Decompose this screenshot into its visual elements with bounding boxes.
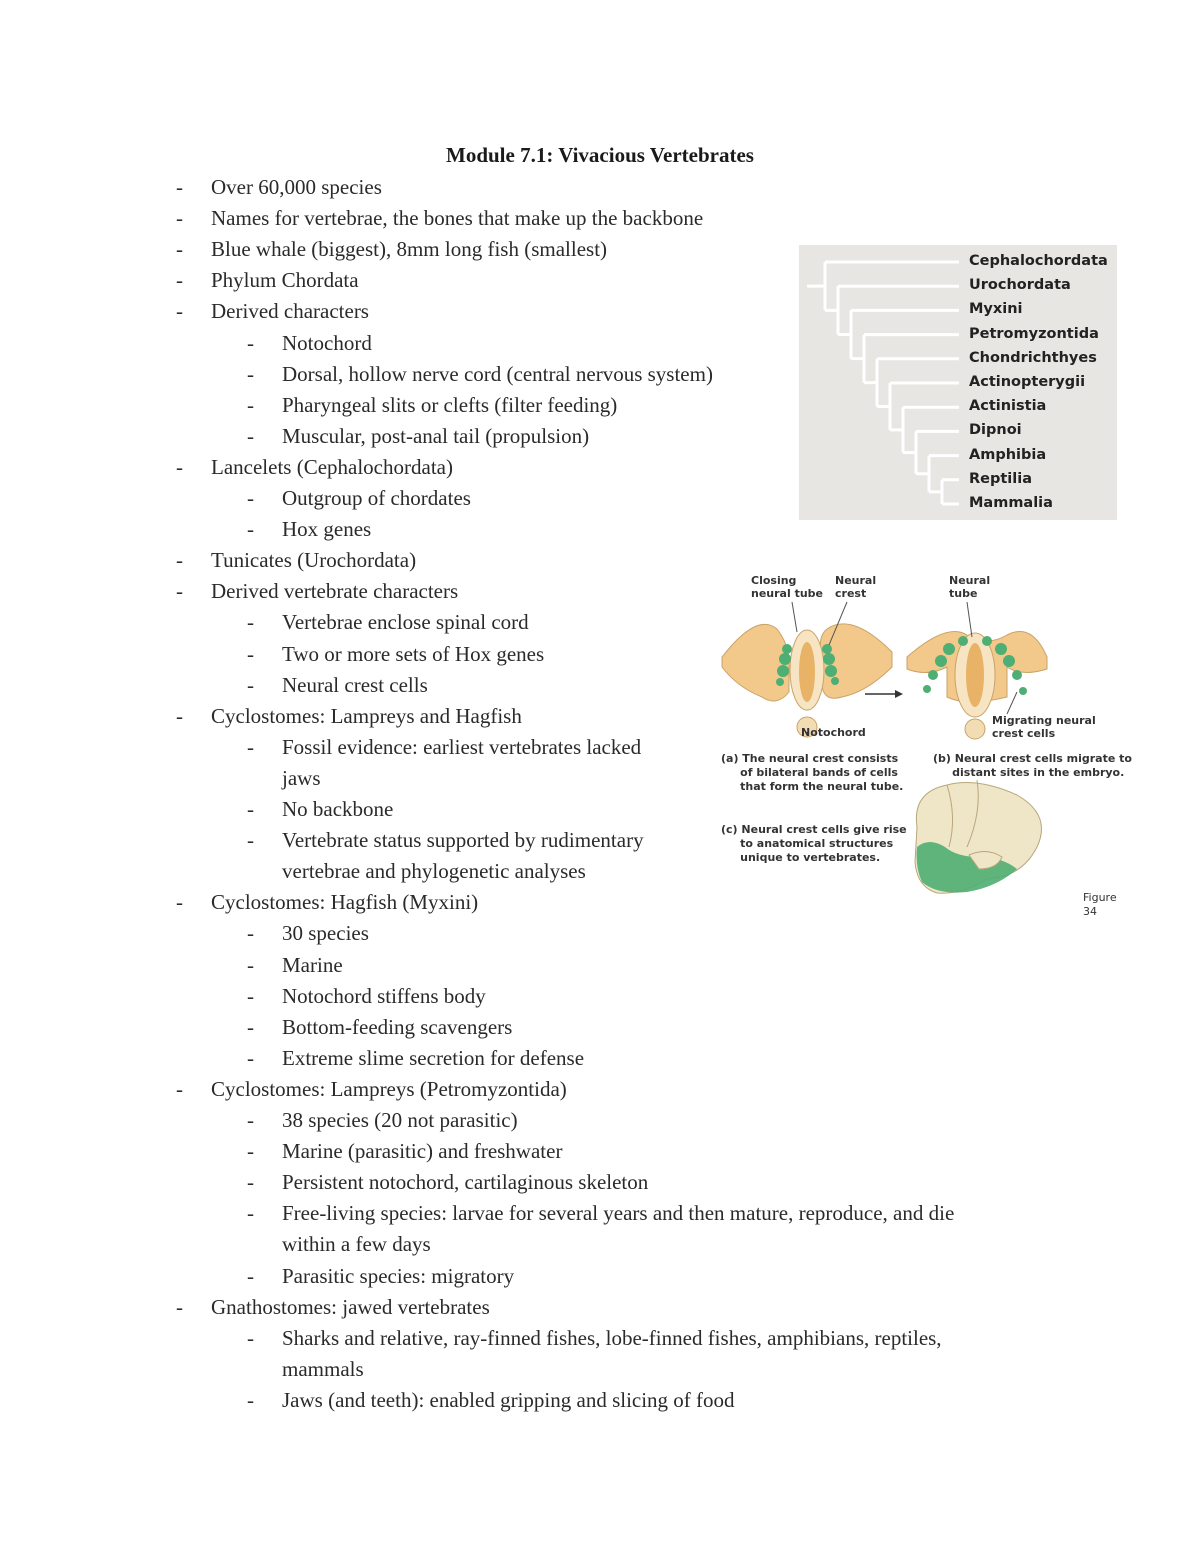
cladogram-taxon-label: Urochordata xyxy=(969,277,1071,294)
outline-item-text: Parasitic species: migratory xyxy=(282,1263,515,1288)
bullet-dash: - xyxy=(176,175,183,199)
bullet-dash: - xyxy=(247,392,254,417)
bullet-dash: - xyxy=(176,703,183,728)
outline-item-text: Pharyngeal slits or clefts (filter feeding) xyxy=(282,392,618,417)
outline-item-text: 38 species (20 not parasitic) xyxy=(282,1108,518,1132)
bullet-dash: - xyxy=(247,797,254,821)
bullet-dash: - xyxy=(247,1263,254,1288)
bullet-dash: - xyxy=(176,1294,183,1319)
label-closing-neural-tube: Closing neural tube xyxy=(751,574,823,600)
bullet-dash: - xyxy=(247,641,254,666)
cladogram-figure xyxy=(799,245,1117,520)
bullet-dash: - xyxy=(247,486,254,510)
cladogram-taxon-label: Cephalochordata xyxy=(969,253,1108,269)
bullet-dash: - xyxy=(247,1139,254,1164)
bullet-dash: - xyxy=(247,1045,254,1070)
outline-item-text: Notochord stiffens body xyxy=(282,983,486,1008)
embryo-section-a xyxy=(722,602,892,737)
bullet-dash: - xyxy=(247,1108,254,1132)
outline-item-text: Neural crest cells xyxy=(282,672,428,697)
cladogram-taxon-label: Mammalia xyxy=(969,495,1053,511)
bullet-dash: - xyxy=(247,1387,254,1412)
outline-item-text: vertebrae and phylogenetic analyses xyxy=(282,859,586,884)
bullet-dash: - xyxy=(176,237,183,262)
bullet-dash: - xyxy=(247,828,254,853)
bullet-dash: - xyxy=(247,361,254,386)
outline-item-text: Cyclostomes: Lampreys (Petromyzontida) xyxy=(211,1076,567,1101)
outline-item-text: Cyclostomes: Hagfish (Myxini) xyxy=(211,890,479,915)
bullet-dash: - xyxy=(247,330,254,355)
cladogram-taxon-label: Actinopterygii xyxy=(969,374,1086,390)
outline-item-text: Hox genes xyxy=(282,517,372,542)
bullet-dash: - xyxy=(247,1201,254,1226)
label-neural-crest: Neural crest xyxy=(835,574,877,600)
bullet-dash: - xyxy=(176,579,183,604)
outline-item-text: Over 60,000 species xyxy=(211,175,382,199)
outline-item-text: No backbone xyxy=(282,797,394,821)
outline-item-text: Phylum Chordata xyxy=(211,268,359,293)
caption-c: (c) Neural crest cells give rise to anatomical structures unique to vertebrates. xyxy=(721,823,907,864)
label-migrating-cells: Migrating neural crest cells xyxy=(992,714,1096,740)
outline-item-text: Outgroup of chordates xyxy=(282,486,471,510)
outline-item-text: Vertebrae enclose spinal cord xyxy=(282,610,529,635)
page-title: Module 7.1: Vivacious Vertebrates xyxy=(446,143,754,167)
cladogram-taxon-label: Petromyzontida xyxy=(969,325,1099,342)
outline-item-text: Lancelets (Cephalochordata) xyxy=(211,454,453,479)
outline-item-text: Extreme slime secretion for defense xyxy=(282,1045,585,1070)
bullet-dash: - xyxy=(247,1014,254,1039)
bullet-dash: - xyxy=(247,1170,254,1195)
outline-item-text: Marine (parasitic) and freshwater xyxy=(282,1139,563,1164)
outline-item-text: Gnathostomes: jawed vertebrates xyxy=(211,1294,490,1319)
bullet-dash: - xyxy=(176,1076,183,1101)
outline-item-text: Bottom-feeding scavengers xyxy=(282,1014,513,1039)
outline-item-text: Derived characters xyxy=(211,299,369,324)
outline-item-text: Blue whale (biggest), 8mm long fish (smallest) xyxy=(211,237,608,262)
skull-illustration xyxy=(915,780,1042,893)
outline-item-text: Jaws (and teeth): enabled gripping and slicing of food xyxy=(282,1387,735,1412)
outline-item-text: Tunicates (Urochordata) xyxy=(211,548,417,573)
outline-item-text: Notochord xyxy=(282,330,372,355)
outline-item-text: 30 species xyxy=(282,921,369,946)
figure-label: Figure 34 xyxy=(1083,891,1117,918)
outline-item-text: Sharks and relative, ray-finned fishes, lobe-finned fishes, amphibians, reptiles, xyxy=(282,1325,942,1350)
cladogram-taxon-label: Myxini xyxy=(969,301,1023,318)
outline-item-text: Vertebrate status supported by rudimentary xyxy=(282,828,644,853)
bullet-dash: - xyxy=(176,454,183,479)
caption-b: (b) Neural crest cells migrate to distant sites in the embryo. xyxy=(933,752,1132,779)
bullet-dash: - xyxy=(176,548,183,573)
label-neural-tube: Neural tube xyxy=(949,574,991,600)
outline-item-text: within a few days xyxy=(282,1232,431,1257)
bullet-dash: - xyxy=(176,890,183,915)
outline-item-text: jaws xyxy=(282,765,321,790)
outline-item-text: mammals xyxy=(282,1356,364,1381)
cladogram-taxon-label: Amphibia xyxy=(969,446,1047,463)
bullet-dash: - xyxy=(247,423,254,448)
bullet-dash: - xyxy=(247,1325,254,1350)
bullet-dash: - xyxy=(247,921,254,946)
bullet-dash: - xyxy=(247,672,254,697)
outline-item-text: Muscular, post-anal tail (propulsion) xyxy=(282,423,590,448)
bullet-dash: - xyxy=(247,517,254,542)
bullet-dash: - xyxy=(247,734,254,759)
outline-item-text: Marine xyxy=(282,952,343,977)
bullet-dash: - xyxy=(176,268,183,293)
cladogram-taxon-label: Reptilia xyxy=(969,470,1033,487)
outline-item-text: Cyclostomes: Lampreys and Hagfish xyxy=(211,703,522,728)
outline-item-text: Derived vertebrate characters xyxy=(211,579,459,604)
neural-crest-figure xyxy=(717,557,1133,918)
bullet-dash: - xyxy=(176,299,183,324)
bullet-dash: - xyxy=(247,952,254,977)
outline-item-text: Persistent notochord, cartilaginous skeleton xyxy=(282,1170,649,1195)
outline-item-text: Fossil evidence: earliest vertebrates lacked xyxy=(282,734,642,759)
bullet-dash: - xyxy=(247,610,254,635)
bullet-dash: - xyxy=(176,206,183,231)
outline-item-text: Two or more sets of Hox genes xyxy=(282,641,545,666)
cladogram-taxon-label: Chondrichthyes xyxy=(969,349,1097,366)
outline-item-text: Names for vertebrae, the bones that make up the backbone xyxy=(211,206,704,231)
cladogram-taxon-label: Actinistia xyxy=(969,398,1047,415)
label-notochord: Notochord xyxy=(801,726,866,739)
bullet-dash: - xyxy=(247,983,254,1008)
outline-item-text: Free-living species: larvae for several years and then mature, reproduce, and die xyxy=(282,1201,955,1226)
outline-item-text: Dorsal, hollow nerve cord (central nervous system) xyxy=(282,361,713,386)
caption-a: (a) The neural crest consists of bilateral bands of cells that form the neural tube. xyxy=(721,752,904,793)
cladogram-taxon-label: Dipnoi xyxy=(969,422,1022,439)
